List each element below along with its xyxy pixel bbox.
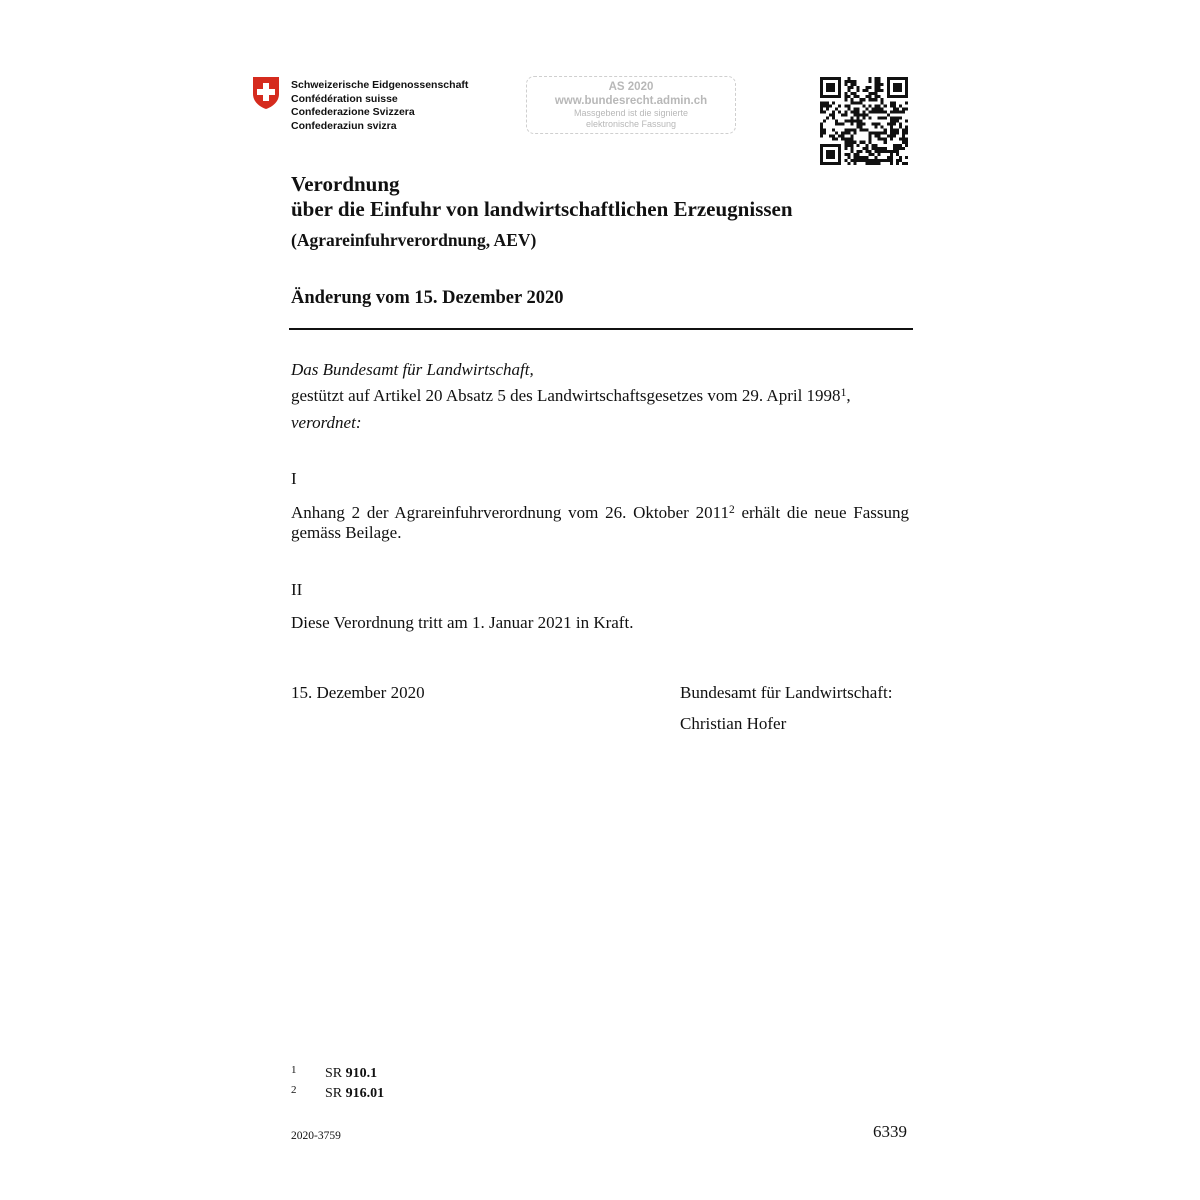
footnote-sr-number: 910.1 xyxy=(345,1066,378,1081)
qr-code-icon xyxy=(820,77,908,165)
preamble-authority: Das Bundesamt für Landwirtschaft, xyxy=(291,360,534,379)
agency-names xyxy=(291,79,468,133)
title-line-2: über die Einfuhr von landwirtschaftlichen Erzeugnissen xyxy=(291,197,793,221)
section-heading-2: II xyxy=(291,580,303,599)
stamp-website: www.bundesrecht.admin.ch xyxy=(554,95,708,107)
footnotes xyxy=(291,1062,384,1102)
document-title xyxy=(291,172,793,222)
footnote-ref xyxy=(325,1086,384,1101)
agency-line-de: Schweizerische Eidgenossenschaft xyxy=(291,79,469,91)
footnote-number: 2 xyxy=(291,1084,297,1096)
swiss-cross-shield-icon xyxy=(252,76,280,110)
legal-basis-end: , xyxy=(846,386,851,405)
footnote-1 xyxy=(291,1062,384,1082)
signature-office: Bundesamt für Landwirtschaft: xyxy=(680,683,893,702)
signature-date: 15. Dezember 2020 xyxy=(291,683,425,702)
stamp-as-number: AS 2020 xyxy=(608,81,654,93)
agency-line-rm: Confederaziun svizra xyxy=(291,119,397,132)
footnote-2 xyxy=(291,1082,384,1102)
title-line-1: Verordnung xyxy=(291,172,400,196)
section-2-text: Diese Verordnung tritt am 1. Januar 2021 in Kraft. xyxy=(291,613,634,632)
preamble-decree: verordnet: xyxy=(291,413,362,432)
stamp-note-2: elektronische Fassung xyxy=(585,119,677,129)
footnote-prefix: SR xyxy=(325,1066,346,1081)
publication-stamp xyxy=(526,76,736,134)
page-number: 6339 xyxy=(873,1122,907,1141)
stamp-note-1: Massgebend ist die signierte xyxy=(573,108,689,118)
amendment-date: Änderung vom 15. Dezember 2020 xyxy=(291,288,564,308)
agency-line-it: Confederazione Svizzera xyxy=(291,106,415,118)
section-1-text-a: Anhang 2 der Agrareinfuhrverordnung vom 26. Oktober 2011 xyxy=(291,503,729,522)
document-short-title: (Agrareinfuhrverordnung, AEV) xyxy=(291,230,537,250)
signature-name: Christian Hofer xyxy=(680,714,787,733)
document-number: 2020-3759 xyxy=(291,1130,341,1142)
agency-line-fr: Confédération suisse xyxy=(291,92,398,105)
preamble-legal-basis xyxy=(291,386,851,406)
footnote-ref xyxy=(325,1066,377,1081)
section-1-text-b: erhält die neue Fassung gemäss Beilage. xyxy=(291,503,909,542)
title-divider xyxy=(289,328,913,330)
footnote-prefix: SR xyxy=(325,1086,346,1101)
footnote-number: 1 xyxy=(291,1064,297,1076)
footnote-sr-number: 916.01 xyxy=(345,1086,385,1101)
footnote-ref-2[interactable]: 2 xyxy=(728,504,735,516)
section-heading-1: I xyxy=(291,469,297,488)
section-1-text xyxy=(291,503,909,543)
legal-basis-text: gestützt auf Artikel 20 Absatz 5 des Landwirtschaftsgesetzes vom 29. April 1998 xyxy=(291,386,841,405)
footnote-ref-1[interactable]: 1 xyxy=(840,387,847,399)
